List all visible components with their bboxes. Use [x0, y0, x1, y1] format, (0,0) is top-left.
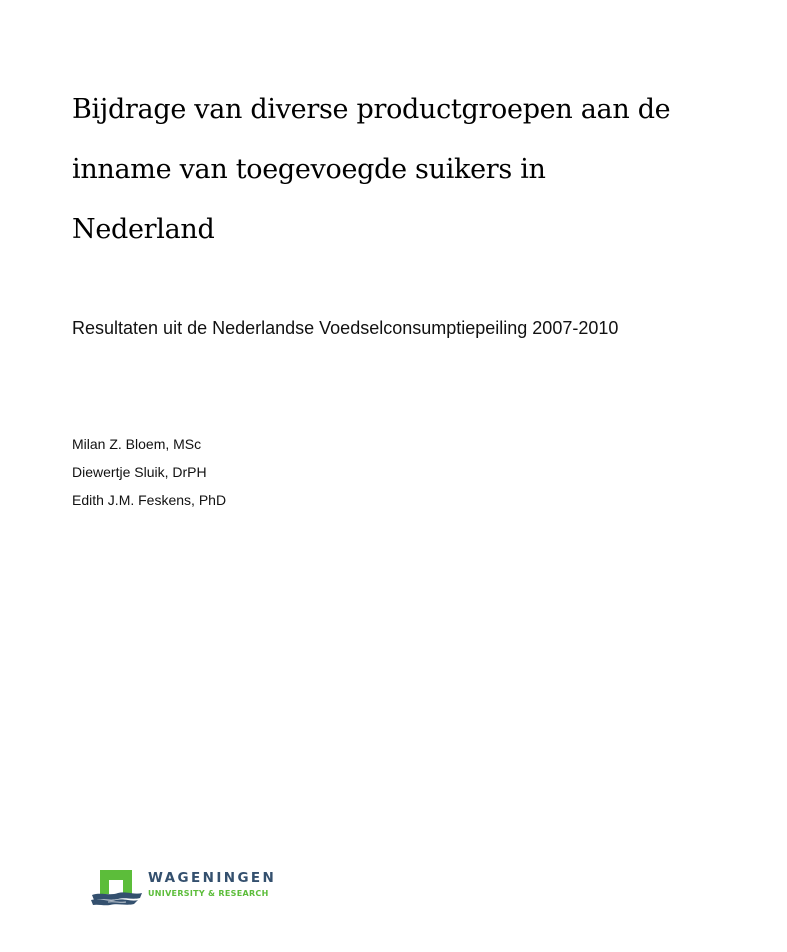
logo-wordmark	[148, 870, 276, 900]
logo-subtitle: UNIVERSITY & RESEARCH	[148, 889, 269, 898]
title-line-3: Nederland	[72, 214, 215, 245]
report-title	[72, 80, 752, 260]
wur-gate-logo-icon	[90, 866, 146, 912]
wageningen-logo	[90, 866, 300, 912]
author-list	[72, 430, 226, 514]
title-line-2: inname van toegevoegde suikers in	[72, 154, 546, 185]
author-2: Diewertje Sluik, DrPH	[72, 464, 207, 480]
author-3: Edith J.M. Feskens, PhD	[72, 492, 227, 508]
title-line-1: Bijdrage van diverse productgroepen aan de	[72, 94, 671, 125]
logo-name: WAGENINGEN	[148, 870, 277, 886]
report-subtitle: Resultaten uit de Nederlandse Voedselconsumptiepeiling 2007-2010	[72, 318, 619, 338]
author-1: Milan Z. Bloem, MSc	[72, 436, 202, 452]
